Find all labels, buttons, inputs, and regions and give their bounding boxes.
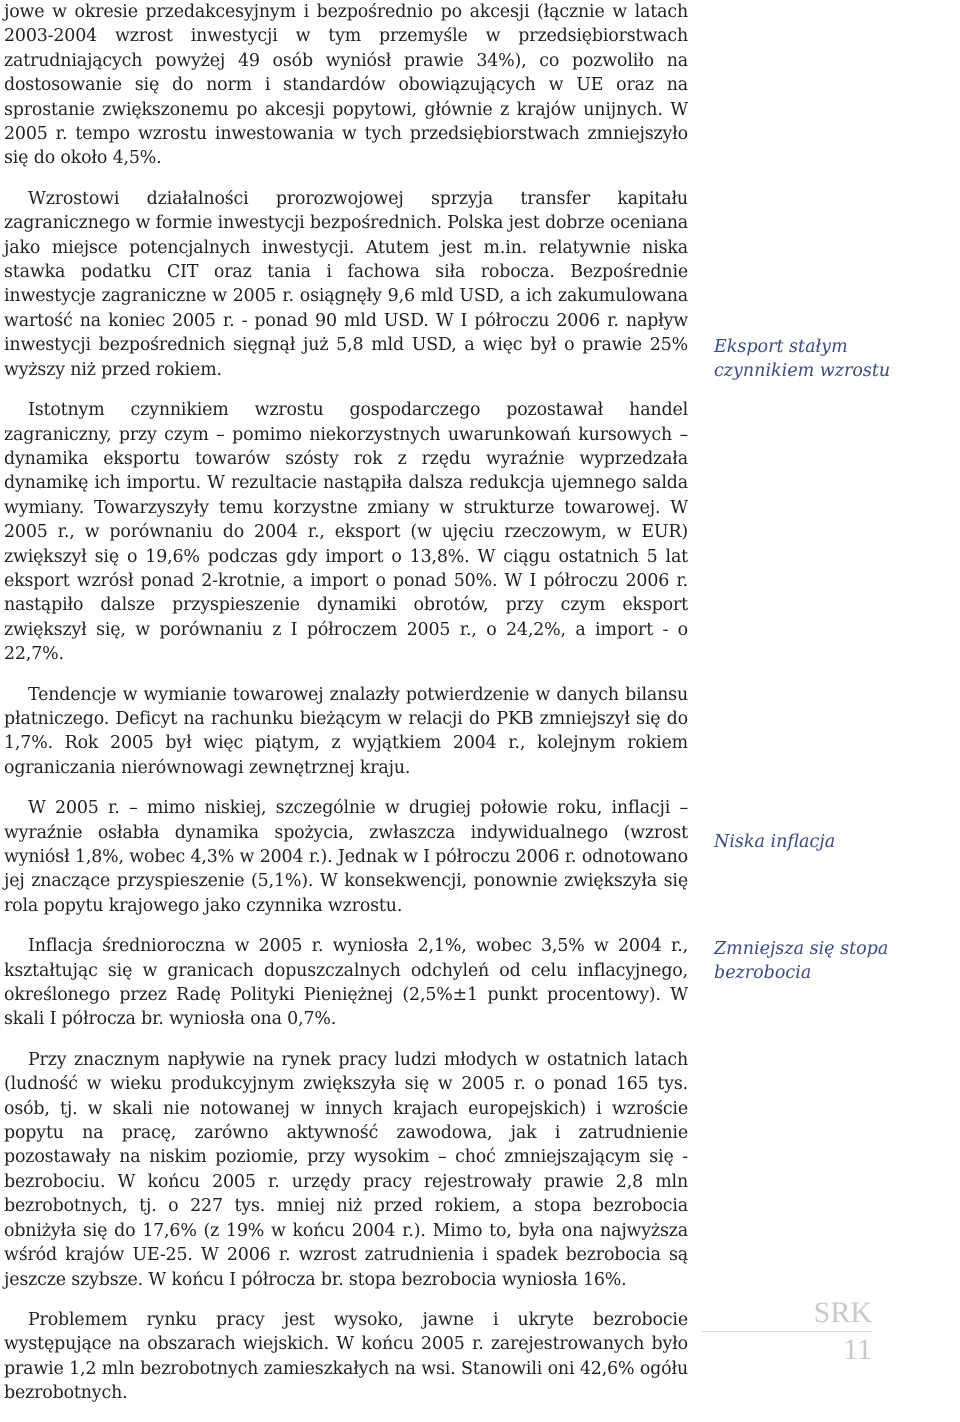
paragraph-7: Przy znacznym napływie na rynek pracy ludzi młodych w ostatnich latach (ludność w wieku produkcyjnym zwiększyła się w 2005 r. o ponad 165 tys. osób, tj. w skali nie notowanej w innych krajach europejskich) i wzroście popytu na pracę, zarówno aktywność zawodowa, jak i zatrudnienie pozostawały na niskim poziomie, przy wysokim – choć zmniejszającym się - bezrobociu. W końcu 2005 r. urzędy pracy rejestrowały prawie 2,8 mln bezrobotnych, tj. o 227 tys. mniej niż przed rokiem, a stopa bezrobocia obniżyła się do 17,6% (z 19% w końcu 2004 r.). Mimo to, była ona najwyższa wśród krajów UE-25. W 2006 r. wzrost zatrudnienia i spadek bezrobocia są jeszcze szybsze. W końcu I półrocza br. stopa bezrobocia wyniosła 16%. (4, 1049, 688, 1290)
margin-note-inflation: Niska inflacja (714, 832, 836, 852)
paragraph-4: Tendencje w wymianie towarowej znalazły potwierdzenie w danych bilansu płatniczego. Deficyt na rachunku bieżącym w relacji do PKB zmniejszył się do 1,7%. Rok 2005 był więc piątym, z wyjątkiem 2004 r., kolejnym rokiem ograniczania nierównowagi zewnętrznej kraju. (4, 684, 688, 778)
page-folio (702, 1297, 872, 1366)
folio-label: SRK (813, 1296, 872, 1329)
paragraph-2: Wzrostowi działalności prorozwojowej sprzyja transfer kapitału zagranicznego w formie inwestycji bezpośrednich. Polska jest dobrze oceniana jako miejsce potencjalnych inwestycji. Atutem jest m.in. relatywnie niska stawka podatku CIT oraz tania i fachowa siła robocza. Bezpośrednie inwestycje zagraniczne w 2005 r. osiągnęły 9,6 mld USD, a ich zakumulowana wartość na koniec 2005 r. - ponad 90 mld USD. W I półroczu 2006 r. napływ inwestycji bezpośrednich sięgnął już 5,8 mld USD, a więc był o prawie 25% wyższy niż przed rokiem. (4, 188, 688, 380)
paragraph-6: Inflacja średnioroczna w 2005 r. wyniosła 2,1%, wobec 3,5% w 2004 r., kształtując się w granicach dopuszczalnych odchyleń od celu inflacyjnego, określonego przez Radę Polityki Pieniężnej (2,5%±1 punkt procentowy). W skali I półrocza br. wyniosła ona 0,7%. (4, 936, 688, 1030)
margin-note-export: Eksport stałym czynnikiem wzrostu (714, 337, 891, 382)
margin-note-unemployment: Zmniejsza się stopa bezrobocia (714, 939, 889, 984)
folio-divider (702, 1331, 872, 1332)
main-text-column (4, 0, 688, 1422)
page-number: 11 (843, 1333, 872, 1366)
paragraph-3: Istotnym czynnikiem wzrostu gospodarczego pozostawał handel zagraniczny, przy czym – pomimo niekorzystnych uwarunkowań kursowych – dynamika eksportu towarów szósty rok z rzędu wyraźnie wyprzedzała dynamikę ich importu. W rezultacie nastąpiła dalsza redukcja ujemnego salda wymiany. Towarzyszyły temu korzystne zmiany w strukturze towarowej. W 2005 r., w porównaniu do 2004 r., eksport (w ujęciu rzeczowym, w EUR) zwiększył się o 19,6% podczas gdy import o 13,8%. W ciągu ostatnich 5 lat eksport wzrósł ponad 2-krotnie, a import o ponad 50%. W I półroczu 2006 r. nastąpiło dalsze przyspieszenie dynamiki obrotów, przy czym eksport zwiększył się, w porównaniu z I półroczem 2005 r., o 24,2%, a import - o 22,7%. (4, 400, 688, 665)
paragraph-5: W 2005 r. – mimo niskiej, szczególnie w drugiej połowie roku, inflacji – wyraźnie osłabła dynamika spożycia, zwłaszcza indywidualnego (wzrost wyniósł 1,8%, wobec 4,3% w 2004 r.). Jednak w I półroczu 2006 r. odnotowano jej znaczące przyspieszenie (5,1%). W konsekwencji, ponownie zwiększyła się rola popytu krajowego jako czynnika wzrostu. (4, 798, 688, 916)
paragraph-8: Problemem rynku pracy jest wysoko, jawne i ukryte bezrobocie występujące na obszarach wiejskich. W końcu 2005 r. zarejestrowanych było prawie 1,2 mln bezrobotnych zamieszkałych na wsi. Stanowili oni 42,6% ogółu bezrobotnych. (4, 1309, 688, 1404)
paragraph-1: jowe w okresie przedakcesyjnym i bezpośrednio po akcesji (łącznie w latach 2003-2004 wzrost inwestycji w tym przemyśle w przedsiębiorstwach zatrudniających powyżej 49 osób wyniósł prawie 34%), co pozwoliło na dostosowanie się do norm i standardów obowiązujących w UE oraz na sprostanie zwiększonemu po akcesji popytowi, głównie z krajów unijnych. W 2005 r. tempo wzrostu inwestowania w tych przedsiębiorstwach zmniejszyło się do około 4,5%. (4, 2, 688, 169)
